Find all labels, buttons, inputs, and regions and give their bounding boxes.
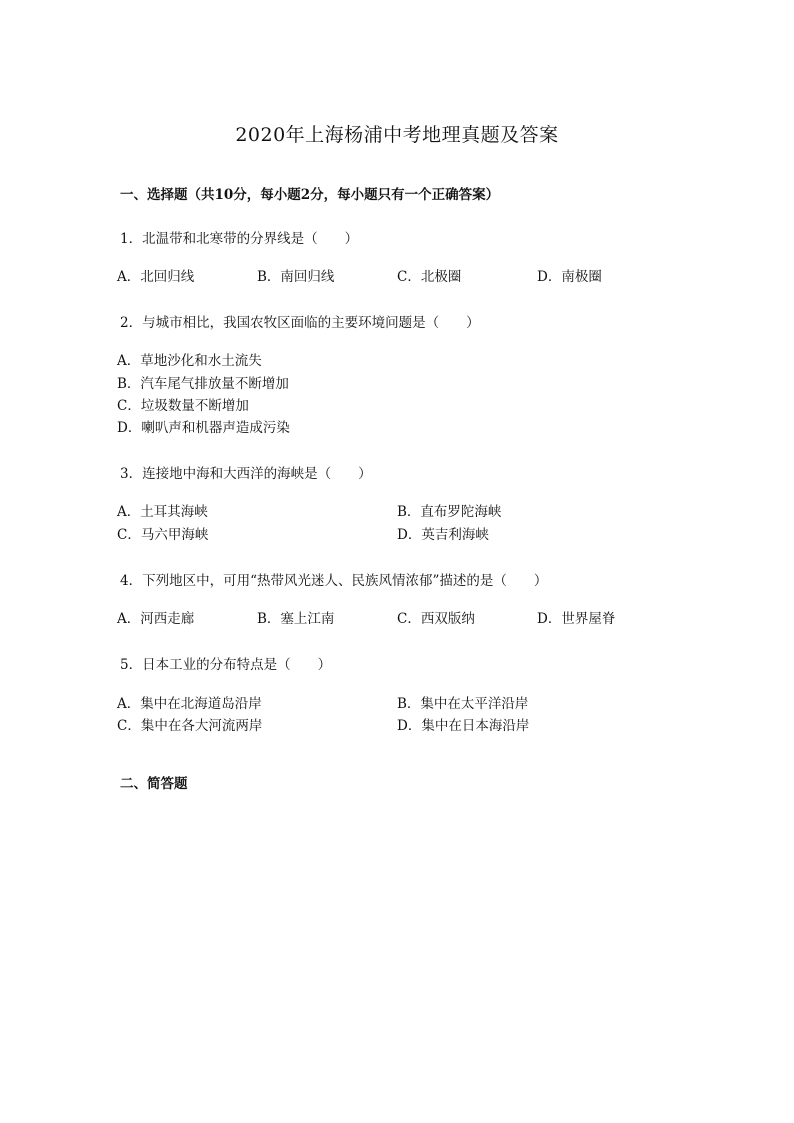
question-5-option-a: A．集中在北海道岛沿岸	[117, 696, 262, 712]
question-2-option-b: B．汽车尾气排放量不断增加	[117, 376, 289, 392]
question-5-stem: 5．日本工业的分布特点是（ ）	[120, 657, 332, 673]
question-3-stem: 3．连接地中海和大西洋的海峡是（ ）	[120, 466, 372, 482]
page-title: 2020年上海杨浦中考地理真题及答案	[235, 124, 559, 146]
question-5-option-b: B．集中在太平洋沿岸	[397, 696, 529, 712]
question-2-option-a: A．草地沙化和水土流失	[117, 353, 262, 369]
question-2-option-d: D．喇叭声和机器声造成污染	[117, 420, 290, 436]
question-1-option-d: D．南极圈	[537, 269, 602, 285]
question-3-option-d: D．英吉利海峡	[397, 527, 489, 543]
question-3-option-c: C．马六甲海峡	[117, 527, 209, 543]
question-5-option-c: C．集中在各大河流两岸	[117, 718, 263, 734]
question-1-option-c: C．北极圈	[397, 269, 462, 285]
question-4-option-b: B．塞上江南	[257, 611, 335, 627]
question-1-stem: 1．北温带和北寒带的分界线是（ ）	[120, 231, 359, 247]
question-1-option-b: B．南回归线	[257, 269, 335, 285]
section-heading-choice: 一、选择题（共10分，每小题2分，每小题只有一个正确答案）	[120, 187, 500, 203]
question-4-stem: 4．下列地区中，可用“热带风光迷人、民族风情浓郁”描述的是（ ）	[120, 573, 548, 589]
question-3-option-a: A．土耳其海峡	[117, 504, 208, 520]
question-2-option-c: C．垃圾数量不断增加	[117, 398, 249, 414]
question-4-option-c: C．西双版纳	[397, 611, 475, 627]
question-3-option-b: B．直布罗陀海峡	[397, 504, 502, 520]
question-1-option-a: A．北回归线	[117, 269, 195, 285]
question-2-stem: 2．与城市相比，我国农牧区面临的主要环境问题是（ ）	[120, 315, 480, 331]
question-5-option-d: D．集中在日本海沿岸	[397, 718, 530, 734]
section-heading-short-answer: 二、简答题	[120, 776, 188, 792]
question-4-option-d: D．世界屋脊	[537, 611, 616, 627]
question-4-option-a: A．河西走廊	[117, 611, 195, 627]
